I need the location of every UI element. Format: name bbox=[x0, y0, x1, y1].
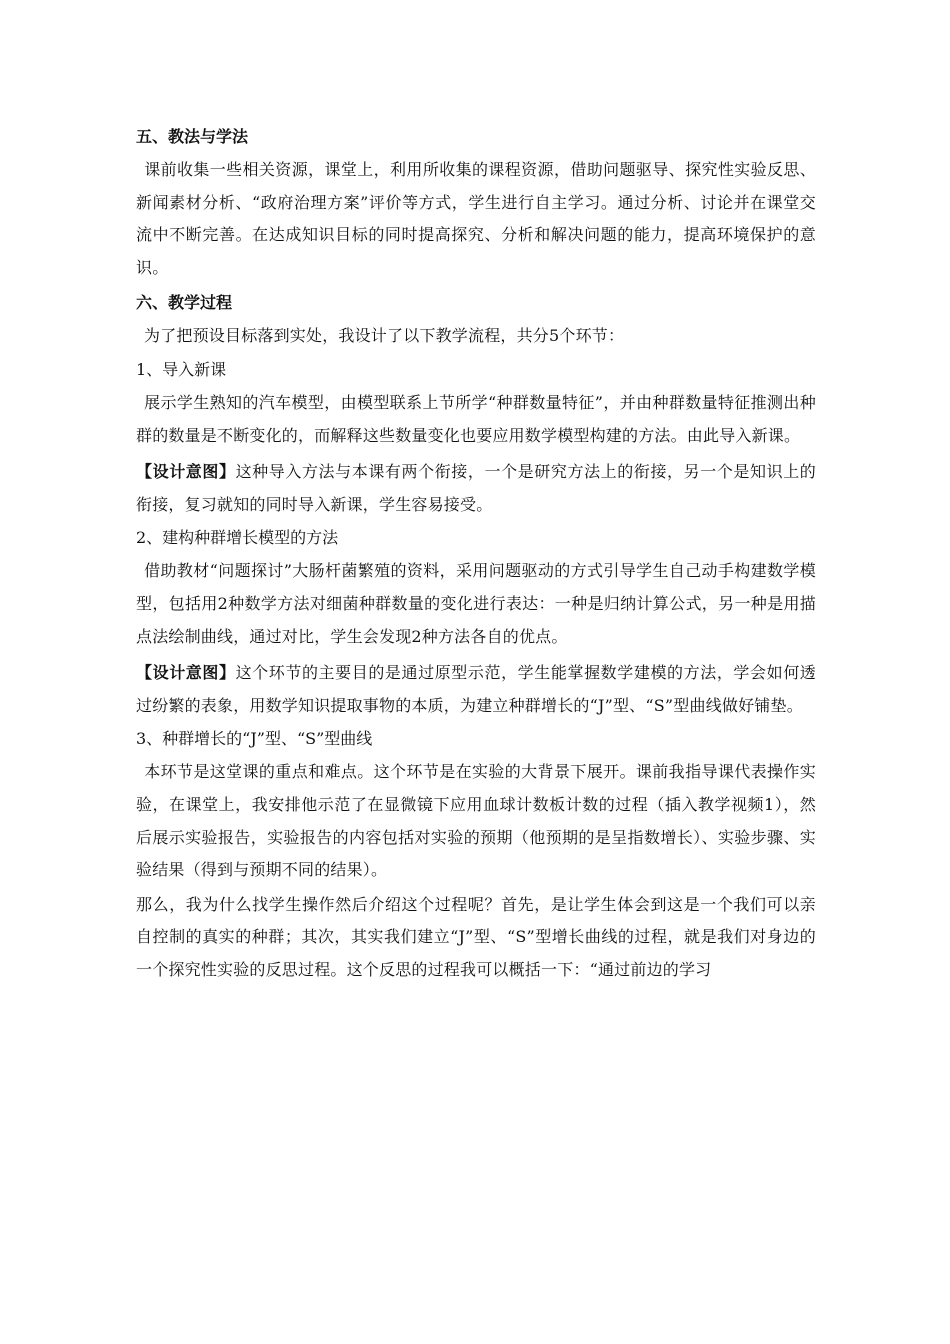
step-1-heading: 1、导入新课 bbox=[136, 359, 227, 379]
step-3-text: 本环节是这堂课的重点和难点。这个环节是在实验的大背景下展开。课前我指导课代表操作实验，在课堂上，我安排他示范了在显微镜下应用血球计数板计数的过程（插入教学视频1），然后展示实验报告，实验报告的内容包括对实验的预期（他预期的是呈指数增长）、实验步骤、实验结果（得到与预期不同的结果）。 bbox=[136, 762, 816, 880]
step-2-design-intent-text: 这个环节的主要目的是通过原型示范，学生能掌握数学建模的方法，学会如何透过纷繁的表象，用数学知识提取事物的本质，为建立种群增长的“J”型、“S”型曲线做好铺垫。 bbox=[136, 663, 816, 715]
step-1-text: 展示学生熟知的汽车模型，由模型联系上节所学“种群数量特征”，并由种群数量特征推测出种群的数量是不断变化的，而解释这些数量变化也要应用数学模型构建的方法。由此导入新课。 bbox=[136, 392, 816, 445]
section-6-heading: 六、教学过程 bbox=[136, 293, 233, 313]
step-2-design-intent bbox=[136, 657, 816, 722]
section-5-paragraph bbox=[136, 154, 816, 284]
step-2-heading: 2、建构种群增长模型的方法 bbox=[136, 528, 339, 548]
section-5-text: 课前收集一些相关资源，课堂上，利用所收集的课程资源，借助问题驱导、探究性实验反思、新闻素材分析、“政府治理方案”评价等方式，学生进行自主学习。通过分析、讨论并在课堂交流中不断完善。在达成知识目标的同时提高探究、分析和解决问题的能力，提高环境保护的意识。 bbox=[136, 160, 816, 277]
step-2-paragraph bbox=[136, 555, 816, 653]
step-1-design-intent-text: 这种导入方法与本课有两个衔接，一个是研究方法上的衔接，另一个是知识上的衔接，复习就知的同时导入新课，学生容易接受。 bbox=[136, 462, 816, 514]
step-3-text-2: 那么，我为什么找学生操作然后介绍这个过程呢？首先，是让学生体会到这是一个我们可以亲自控制的真实的种群；其次，其实我们建立“J”型、“S”型增长曲线的过程，就是我们对身边的一个探究性实验的反思过程。这个反思的过程我可以概括一下：“通过前边的学习 bbox=[136, 894, 816, 979]
section-5-heading: 五、教法与学法 bbox=[136, 127, 249, 146]
step-3-paragraph-2 bbox=[136, 889, 816, 987]
step-1-paragraph bbox=[136, 387, 816, 452]
section-6-intro bbox=[136, 320, 816, 353]
step-1-design-intent bbox=[136, 456, 816, 521]
section-6-intro-text: 为了把预设目标落到实处，我设计了以下教学流程，共分5个环节： bbox=[144, 326, 625, 346]
step-2-text: 借助教材“问题探讨”大肠杆菌繁殖的资料，采用问题驱动的方式引导学生自己动手构建数学模型，包括用2种数学方法对细菌种群数量的变化进行表达：一种是归纳计算公式，另一种是用描点法绘制曲线，通过对比，学生会发现2种方法各自的优点。 bbox=[136, 561, 816, 646]
document-page bbox=[136, 122, 816, 986]
design-intent-label: 【设计意图】 bbox=[136, 663, 236, 683]
design-intent-label: 【设计意图】 bbox=[136, 462, 236, 482]
step-3-paragraph bbox=[136, 756, 816, 886]
step-3-heading: 3、种群增长的“J”型、“S”型曲线 bbox=[136, 729, 373, 749]
